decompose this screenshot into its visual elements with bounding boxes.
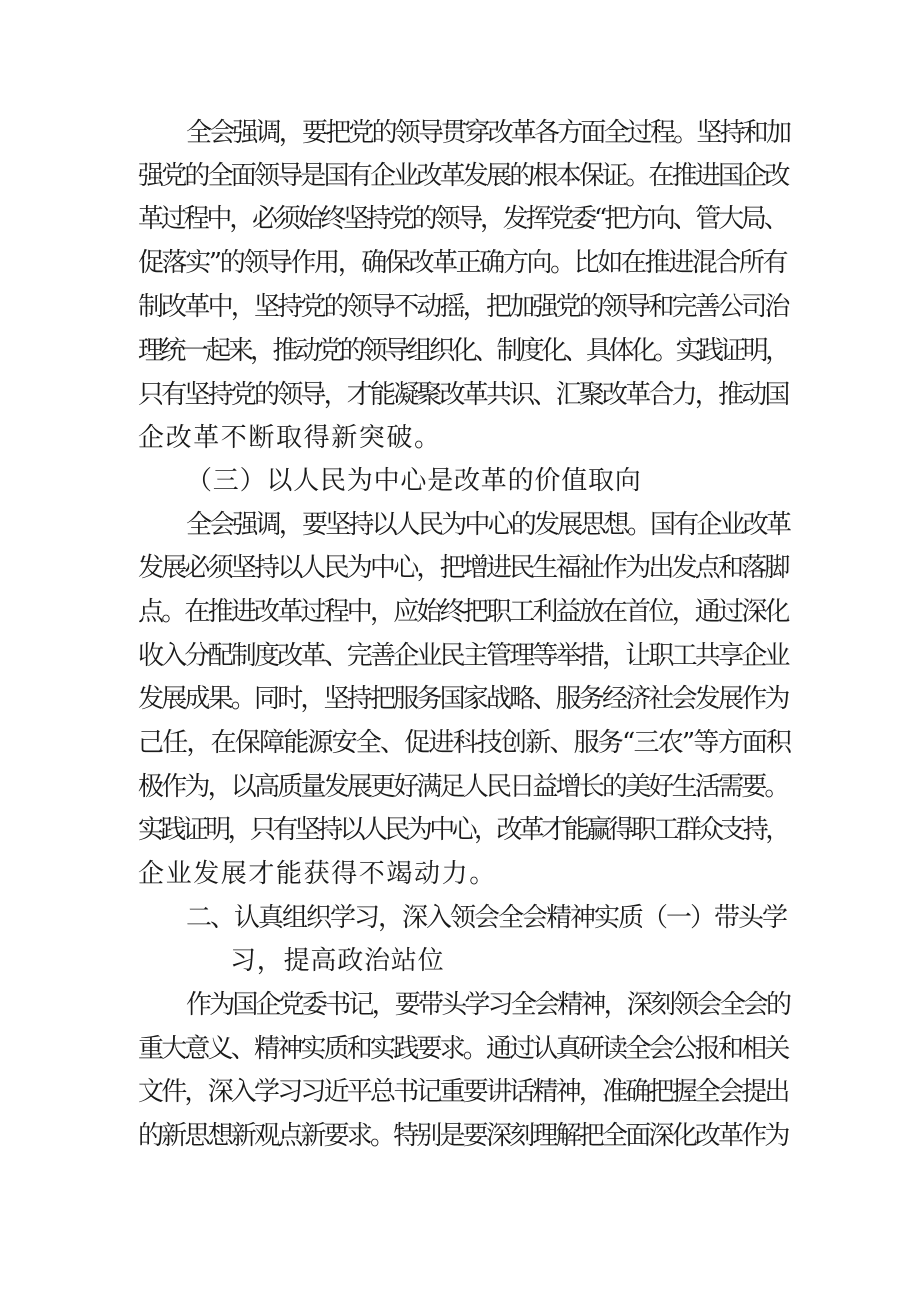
text-line: 实践证明，只有坚持以人民为中心，改革才能赢得职工群众支持， <box>138 815 788 845</box>
text-line: 的新思想新观点新要求。特别是要深刻理解把全面深化改革作为 <box>138 1121 788 1151</box>
text-line: 发展必须坚持以人民为中心，把增进民生福祉作为出发点和落脚 <box>138 553 788 583</box>
text-line: 发展成果。同时，坚持把服务国家战略、服务经济社会发展作为 <box>138 684 788 714</box>
text-line: 重大意义、精神实质和实践要求。通过认真研读全会公报和相关 <box>138 1034 788 1064</box>
text-line: 己任，在保障能源安全、促进科技创新、服务“三农”等方面积 <box>138 728 791 758</box>
text-line: 文件，深入学习习近平总书记重要讲话精神，准确把握全会提出 <box>138 1077 788 1107</box>
text-line: 只有坚持党的领导，才能凝聚改革共识、汇聚改革合力，推动国 <box>138 380 788 410</box>
section-heading-people-centered: （三）以人民为中心是改革的价值取向 <box>186 466 642 496</box>
text-line: 制改革中，坚持党的领导不动摇，把加强党的领导和完善公司治 <box>138 292 788 322</box>
text-line: 企改革不断取得新突破。 <box>138 423 442 453</box>
text-line: 促落实”的领导作用，确保改革正确方向。比如在推进混合所有 <box>138 248 787 278</box>
text-line: 作为国企党委书记，要带头学习全会精神，深刻领会全会的 <box>186 990 790 1020</box>
heading-line: 二、认真组织学习，深入领会全会精神实质（一）带头学 <box>186 903 787 933</box>
text-line: 理统一起来，推动党的领导组织化、制度化、具体化。实践证明， <box>138 336 788 366</box>
text-line: 收入分配制度改革、完善企业民主管理等举措，让职工共享企业 <box>138 641 788 671</box>
text-line: 革过程中，必须始终坚持党的领导，发挥党委“把方向、管大局、 <box>138 204 787 234</box>
text-line: 企业发展才能获得不竭动力。 <box>138 859 497 889</box>
text-line: 点。在推进改革过程中，应始终把职工利益放在首位，通过深化 <box>138 597 788 627</box>
text-line: 全会强调，要把党的领导贯穿改革各方面全过程。坚持和加 <box>186 118 790 148</box>
heading-line: 习，提高政治站位 <box>230 946 445 976</box>
text-line: 极作为，以高质量发展更好满足人民日益增长的美好生活需要。 <box>138 772 788 802</box>
text-line: 强党的全面领导是国有企业改革发展的根本保证。在推进国企改 <box>138 161 788 191</box>
text-line: 全会强调，要坚持以人民为中心的发展思想。国有企业改革 <box>186 510 790 540</box>
